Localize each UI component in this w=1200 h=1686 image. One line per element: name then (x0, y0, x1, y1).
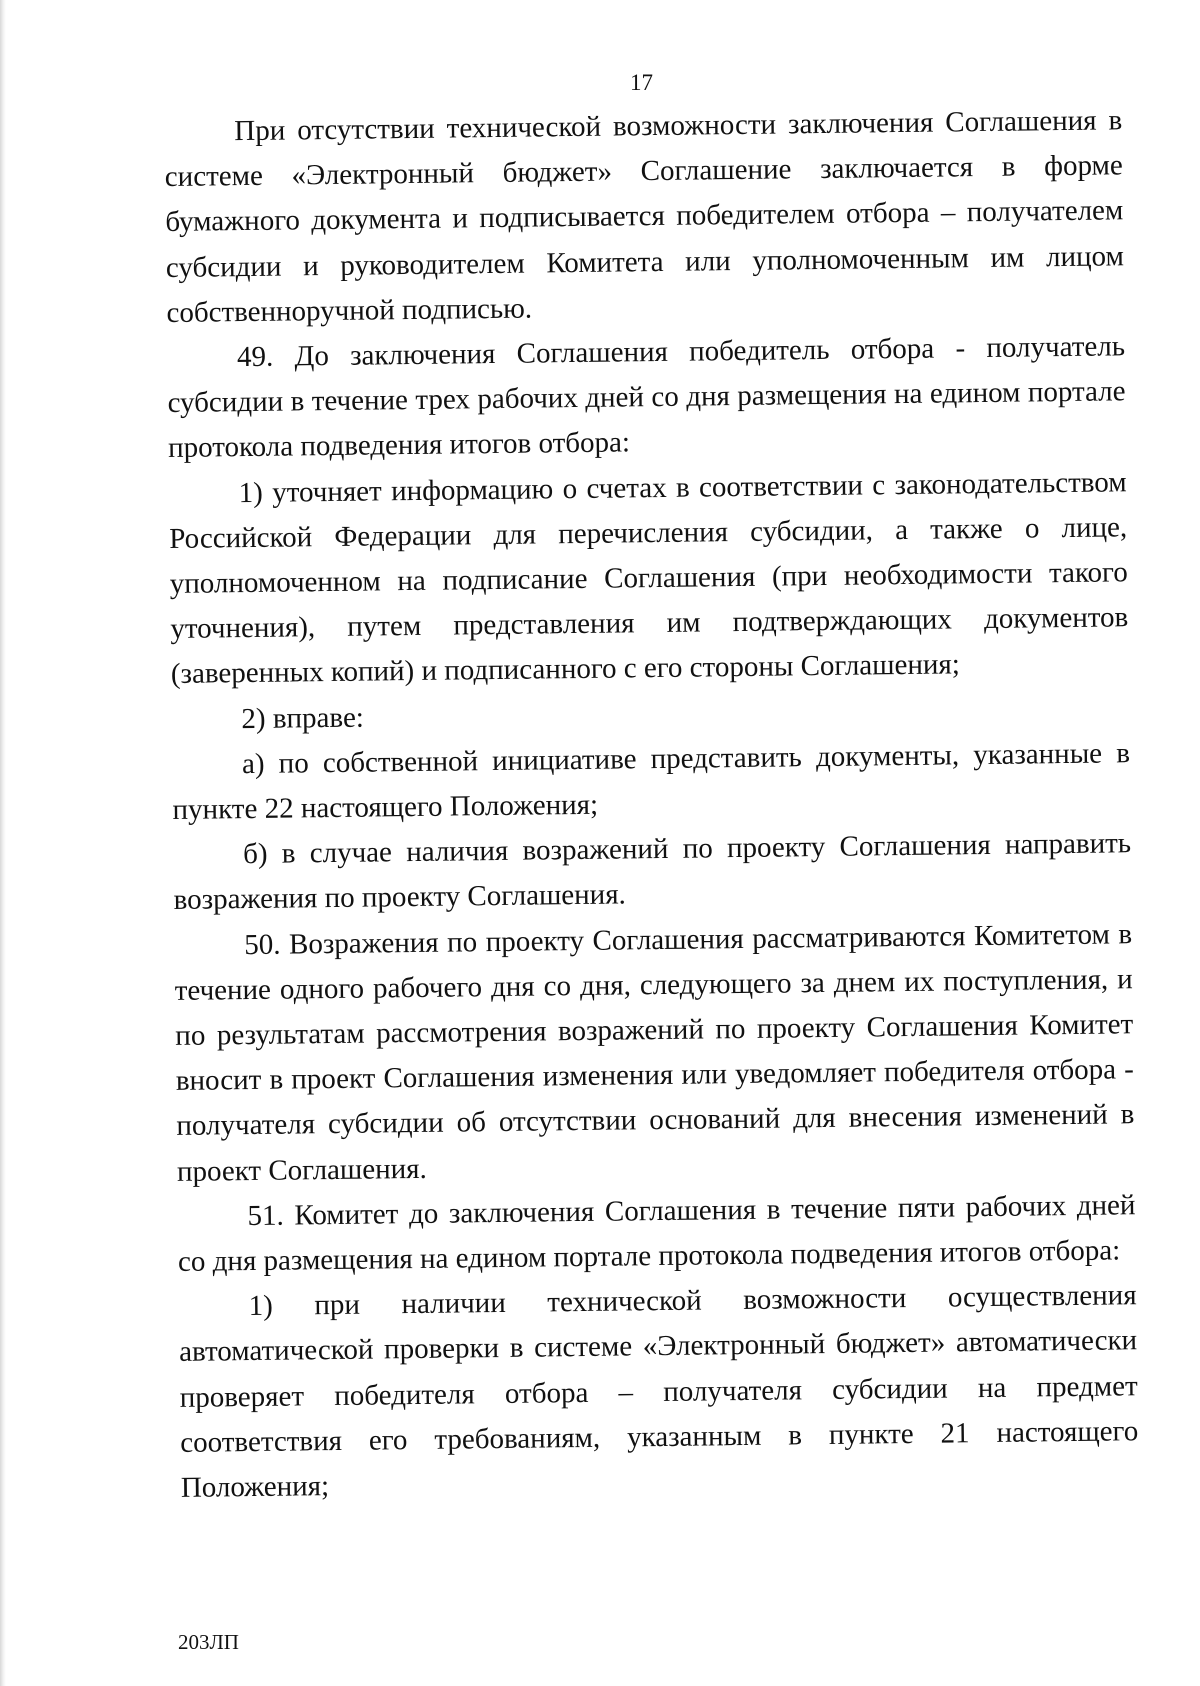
paragraph: 2) вправе: (241, 701, 365, 735)
paragraph: 51. Комитет до заключения Соглашения в течение пяти рабочих дней со дня размещения на едином портале протокола подведения итогов отбора: (177, 1189, 1136, 1278)
scan-edge (0, 0, 6, 1686)
document-body (164, 98, 1139, 1511)
paragraph: 50. Возражения по проекту Соглашения рассматриваются Комитетом в течение одного рабочего дня со дня, следующего за днем их поступления, и по результатам рассмотрения возражений по проекту Соглашения Комитет вносит в проект Соглашения изменения или уведомляет победителя отбора - получателя субсидии об отсутствии оснований для внесения изменений в проект Соглашения. (174, 917, 1135, 1188)
paragraph: а) по собственной инициативе представить документы, указанные в пункте 22 настоящего Положения; (172, 737, 1131, 826)
paragraph: 49. До заключения Соглашения победитель отбора - получатель субсидии в течение трех рабочих дней со дня размещения на едином портале протокола подведения итогов отбора: (167, 330, 1126, 465)
paragraph: При отсутствии технической возможности заключения Соглашения в системе «Электронный бюджет» Соглашение заключается в форме бумажного документа и подписывается победителем отбора – получателем субсидии и руководителем Комитета или уполномоченным им лицом собственноручной подписью. (164, 104, 1125, 329)
paragraph: 1) уточняет информацию о счетах в соответствии с законодательством Российской Федерации для перечисления субсидии, а также о лице, уполномоченном на подписание Соглашения (при необходимости такого уточнения), путем представления им подтверждающих документов (заверенных копий) и подписанного с его стороны Соглашения; (169, 465, 1129, 691)
paragraph: 1) при наличии технической возможности осуществления автоматической проверки в системе «Электронный бюджет» автоматически проверяет победителя отбора – получателя субсидии на предмет соответствия его требованиям, указанным в пункте 21 настоящего Положения; (178, 1279, 1139, 1504)
footer-document-code: 203ЛП (178, 1630, 239, 1654)
paragraph: б) в случае наличия возражений по проекту Соглашения направить возражения по проекту Соглашения. (173, 827, 1132, 917)
page-number: 17 (630, 70, 653, 95)
